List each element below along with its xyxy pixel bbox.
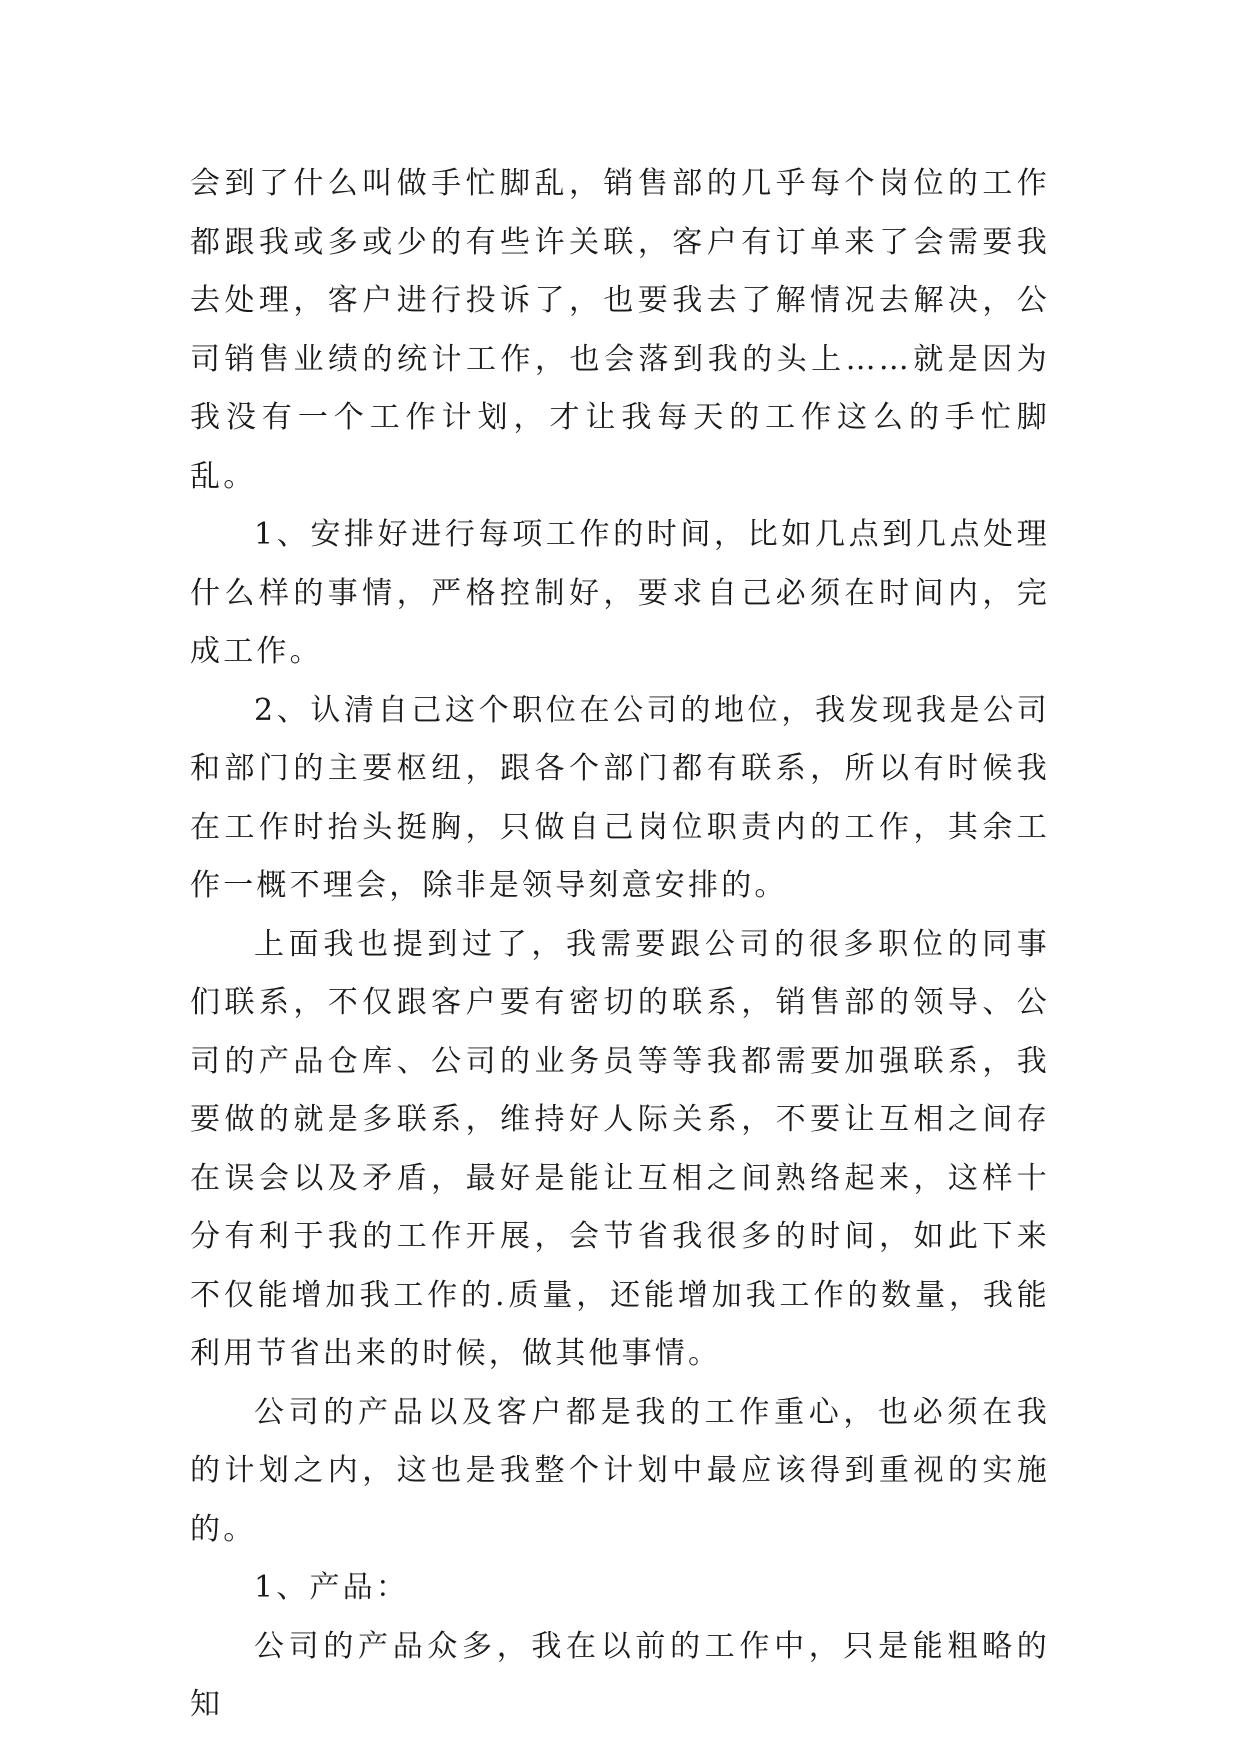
paragraph-item-1-schedule: 1、安排好进行每项工作的时间，比如几点到几点处理什么样的事情，严格控制好，要求自己必须在时间内，完成工作。 (190, 517, 1050, 669)
paragraph-products-clients: 公司的产品以及客户都是我的工作重心，也必须在我的计划之内，这也是我整个计划中最应该得到重视的实施的。 (190, 1394, 1050, 1547)
paragraph-item-2-position: 2、认清自己这个职位在公司的地位，我发现我是公司和部门的主要枢纽，跟各个部门都有联系，所以有时候我在工作时抬头挺胸，只做自己岗位职责内的工作，其余工作一概不理会，除非是领导刻意安排的。 (190, 692, 1050, 903)
paragraph-continuation: 会到了什么叫做手忙脚乱，销售部的几乎每个岗位的工作都跟我或多或少的有些许关联，客户有订单来了会需要我去处理，客户进行投诉了，也要我去了解情况去解决，公司销售业绩的统计工作，也会落到我的头上……就是因为我没有一个工作计划，才让我每天的工作这么的手忙脚乱。 (190, 166, 1050, 494)
paragraph-heading-products: 1、产品： (254, 1570, 410, 1605)
document-body (190, 155, 1050, 1735)
paragraph-relationships: 上面我也提到过了，我需要跟公司的很多职位的同事们联系，不仅跟客户要有密切的联系，销售部的领导、公司的产品仓库、公司的业务员等等我都需要加强联系，我要做的就是多联系，维持好人际关系，不要让互相之间存在误会以及矛盾，最好是能让互相之间熟络起来，这样十分有利于我的工作开展，会节省我很多的时间，如此下来不仅能增加我工作的.质量，还能增加我工作的数量，我能利用节省出来的时候，做其他事情。 (190, 926, 1050, 1371)
paragraph-products-text: 公司的产品众多，我在以前的工作中，只是能粗略的知 (190, 1628, 1050, 1722)
